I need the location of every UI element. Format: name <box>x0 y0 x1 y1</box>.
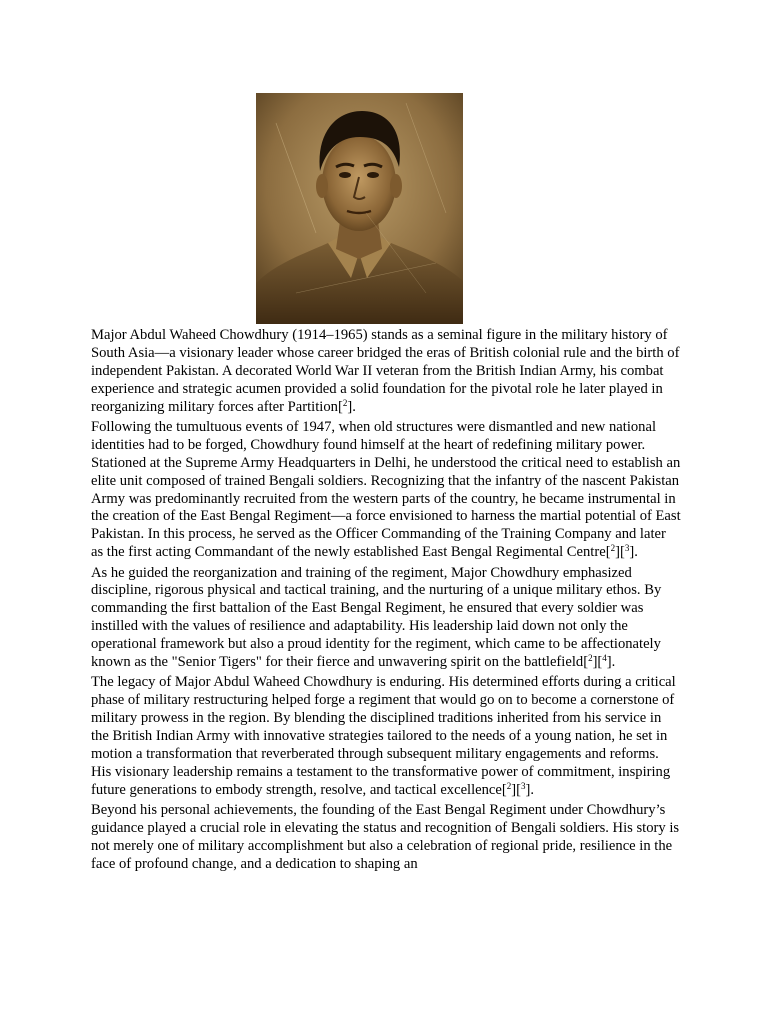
citation-ref[interactable]: 3 <box>624 543 630 554</box>
paragraph-text: The legacy of Major Abdul Waheed Chowdhury is enduring. His determined efforts during a critical phase of military restructuring helped forge a regiment that would go on to become a cornerstone of military prowess in the region. By blending the disciplined traditions inherited from his service in the British Indian Army with innovative strategies tailored to the needs of a young nation, he set in motion a transformation that reverberated through subsequent military engagements and reforms. His visionary leadership remains a testament to the transformative power of commitment, inspiring future generations to embody strength, resolve, and tactical excellence <box>91 674 676 798</box>
article-body <box>91 327 681 876</box>
citation-ref[interactable]: 2 <box>610 543 616 554</box>
citation-ref[interactable]: 3 <box>521 780 526 791</box>
paragraph-text: As he guided the reorganization and training of the regiment, Major Chowdhury emphasized discipline, rigorous physical and tactical training, and the nurturing of a unique military ethos. By commanding the first battalion of the East Bengal Regiment, he ensured that every soldier was instilled with the values of resilience and adaptability. His leadership laid down not only the operational framework but also a proud identity for the regiment, which came to be affectionately known as the "Senior Tigers" for their fierce and unwavering spirit on the battlefield <box>91 564 662 671</box>
citation-ref[interactable]: 4 <box>602 653 607 664</box>
citation-ref[interactable]: 2 <box>506 780 512 791</box>
paragraph-end: . <box>530 781 535 798</box>
paragraph-5 <box>91 802 681 874</box>
paragraph-2: Following the tumultuous events of 1947, when old structures were dismantled and new national identities had to be forged, Chowdhury found himself at the heart of redefining military power. Stationed at the Supreme Army Headquarters in Delhi, he understood the critical need to establish an elite unit composed of trained Bengali soldiers. Recognizing that the infantry of the nascent Pakistan Army was predominantly recruited from the western parts of the country, he became instrumental in the creation of the East Bengal Regiment—a force envisioned to harness the martial potential of East Pakistan. In this process, he served as the Officer Commanding of the Training Company and later as the first acting Commandant of the newly established East Bengal Regimental Centre[$^2$][$^3$]. <box>91 418 681 561</box>
paragraph-4: The legacy of Major Abdul Waheed Chowdhury is enduring. His determined efforts during a critical phase of military restructuring helped forge a regiment that would go on to become a cornerstone of military prowess in the region. By blending the disciplined traditions inherited from his service in the British Indian Army with innovative strategies tailored to the needs of a young nation, he set in motion a transformation that reverberated through subsequent military engagements and reforms. His visionary leadership remains a testament to the transformative power of commitment, inspiring future generations to embody strength, resolve, and tactical excellence[$^2$][$^3$]. <box>91 674 676 798</box>
paragraph-end: . <box>352 398 356 415</box>
paragraph-3: As he guided the reorganization and training of the regiment, Major Chowdhury emphasized discipline, rigorous physical and tactical training, and the nurturing of a unique military ethos. By commanding the first battalion of the East Bengal Regiment, he ensured that every soldier was instilled with the values of resilience and adaptability. His leadership laid down not only the operational framework but also a proud identity for the regiment, which came to be affectionately known as the "Senior Tigers" for their fierce and unwavering spirit on the battlefield[$^2$][$^4$]. <box>91 564 662 671</box>
portrait-photo <box>256 93 463 324</box>
paragraph-end: . <box>634 544 638 561</box>
citation-ref[interactable]: 2 <box>588 653 593 664</box>
paragraph-text: Beyond his personal achievements, the founding of the East Bengal Regiment under Chowdhury’s guidance played a crucial role in elevating the status and recognition of Bengali soldiers. His story is not merely one of military accomplishment but also a celebration of regional pride, resilience in the face of profound change, and a dedication to shaping an <box>91 802 680 872</box>
paragraph-text: Following the tumultuous events of 1947, when old structures were dismantled and new national identities had to be forged, Chowdhury found himself at the heart of redefining military power. Stationed at the Supreme Army Headquarters in Delhi, he understood the critical need to establish an elite unit composed of trained Bengali soldiers. Recognizing that the infantry of the nascent Pakistan Army was predominantly recruited from the western parts of the country, he became instrumental in the creation of the East Bengal Regiment—a force envisioned to harness the martial potential of East Pakistan. In this process, he served as the Officer Commanding of the Training Company and later as the first acting Commandant of the newly established East Bengal Regimental Centre <box>91 418 681 561</box>
portrait-image <box>256 93 463 324</box>
citation-ref[interactable]: 2 <box>342 397 348 408</box>
paragraph-1: Major Abdul Waheed Chowdhury (1914–1965) stands as a seminal figure in the military history of South Asia—a visionary leader whose career bridged the eras of British colonial rule and the birth of independent Pakistan. A decorated World War II veteran from the British Indian Army, his combat experience and strategic acumen provided a solid foundation for the pivotal role he later played in reorganizing military forces after Partition[$^2$]. <box>91 327 680 415</box>
paragraph-end: . <box>611 654 616 671</box>
paragraph-text: Major Abdul Waheed Chowdhury (1914–1965) stands as a seminal figure in the military history of South Asia—a visionary leader whose career bridged the eras of British colonial rule and the birth of independent Pakistan. A decorated World War II veteran from the British Indian Army, his combat experience and strategic acumen provided a solid foundation for the pivotal role he later played in reorganizing military forces after Partition <box>91 327 680 415</box>
